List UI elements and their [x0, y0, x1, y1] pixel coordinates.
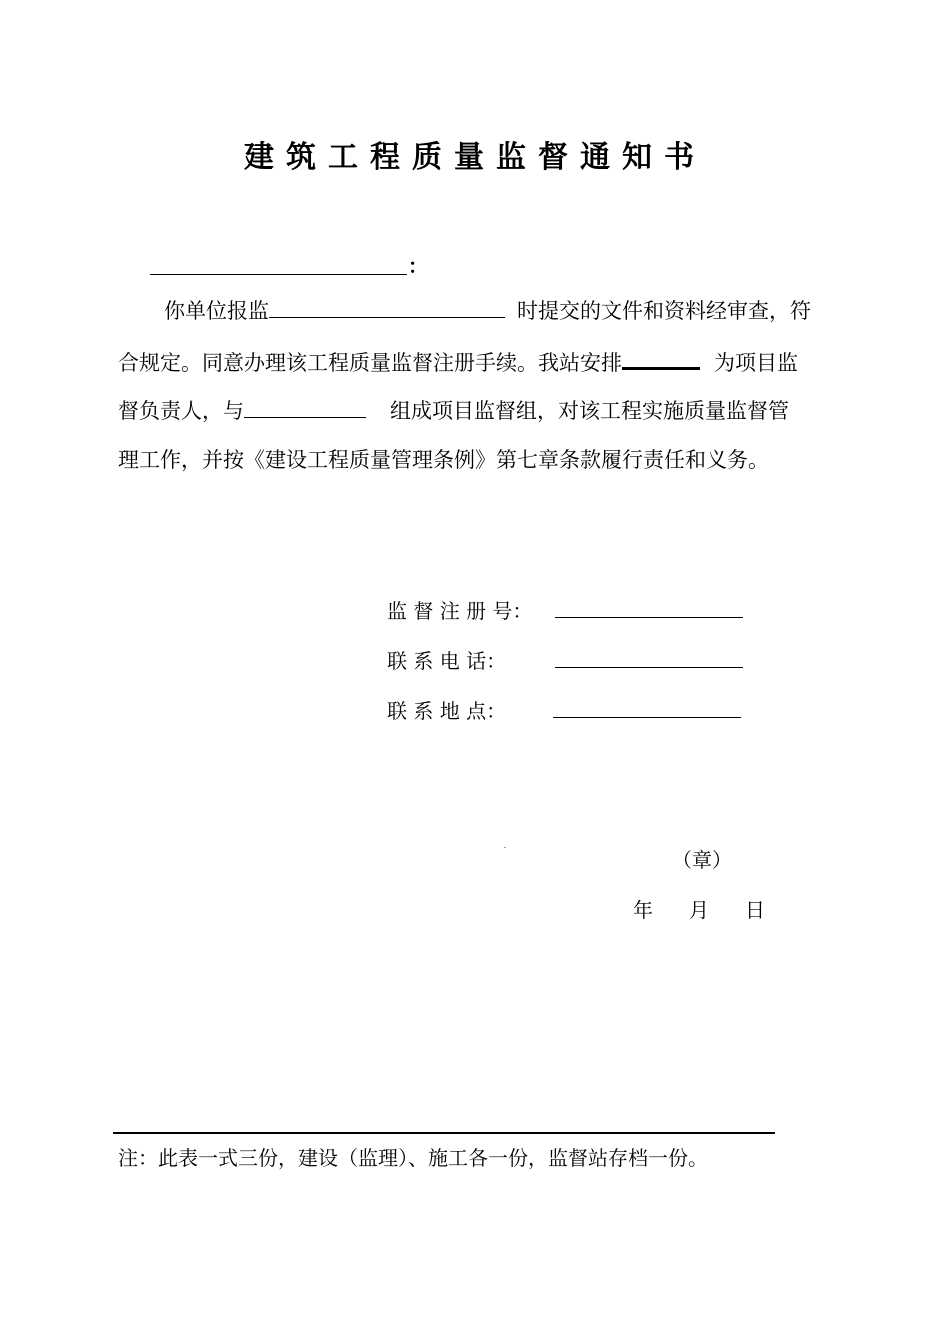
- addressee-blank[interactable]: [150, 274, 407, 275]
- speck-mark: [504, 847, 506, 848]
- phone-row: [387, 645, 743, 674]
- paragraph-line-3: [118, 395, 789, 426]
- registration-blank[interactable]: [555, 597, 743, 618]
- supervisor-blank[interactable]: [622, 345, 700, 370]
- paragraph-line-1: [164, 295, 811, 326]
- paragraph-line-2: [118, 345, 798, 378]
- address-label: 联 系 地 点：: [387, 699, 507, 723]
- date-row: [633, 894, 765, 923]
- paragraph-text: 你单位报监: [164, 299, 269, 323]
- submission-date-blank[interactable]: [269, 295, 505, 318]
- address-blank[interactable]: [553, 697, 741, 718]
- date-month-label: 月: [689, 898, 709, 922]
- paragraph-text: 为项目监: [714, 351, 798, 375]
- footer-divider: [113, 1132, 775, 1134]
- team-member-blank[interactable]: [244, 395, 366, 418]
- paragraph-line-4: 理工作，并按《建设工程质量管理条例》第七章条款履行责任和义务。: [118, 448, 769, 472]
- date-year-label: 年: [633, 898, 653, 922]
- paragraph-text: 时提交的文件和资料经审查，符: [517, 299, 811, 323]
- addressee-colon: ：: [408, 254, 428, 278]
- address-row: [387, 695, 741, 724]
- registration-row: [387, 595, 743, 624]
- paragraph-text: 合规定。同意办理该工程质量监督注册手续。我站安排: [118, 351, 622, 375]
- footer-note: 注：此表一式三份，建设（监理）、施工各一份，监督站存档一份。: [118, 1146, 708, 1170]
- phone-blank[interactable]: [555, 647, 743, 668]
- date-day-label: 日: [745, 898, 765, 922]
- paragraph-text: 组成项目监督组，对该工程实施质量监督管: [390, 399, 789, 423]
- paragraph-text: 督负责人，与: [118, 399, 244, 423]
- document-title: 建筑工程质量监督通知书: [244, 140, 706, 175]
- phone-label: 联 系 电 话：: [387, 649, 507, 673]
- seal-label: （章）: [672, 848, 732, 872]
- registration-label: 监 督 注 册 号：: [387, 599, 533, 623]
